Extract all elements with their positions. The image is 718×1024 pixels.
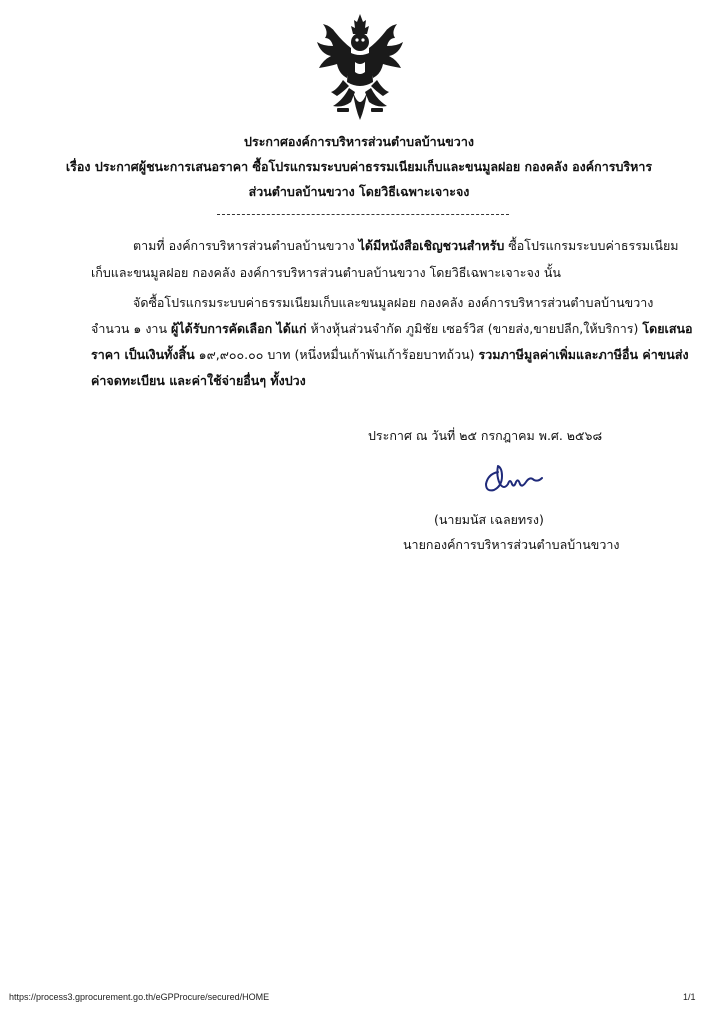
signatory-position: นายกองค์การบริหารส่วนตำบลบ้านขวาง — [403, 537, 620, 552]
p2-winner-label: ผู้ได้รับการคัดเลือก ได้แก่ — [171, 321, 307, 336]
p2-offer-label: โดยเสนอ — [642, 321, 693, 336]
p2-winner-name: ห้างหุ้นส่วนจำกัด ภูมิชัย เซอร์วิส (ขายส่ง,ขายปลีก,ให้บริการ) — [310, 321, 639, 336]
signatory-name: (นายมนัส เฉลยทรง) — [434, 512, 544, 527]
p1-text-c: ซื้อโปรแกรมระบบค่าธรรมเนียม — [508, 238, 679, 253]
paragraph-2-line-1: จัดซื้อโปรแกรมระบบค่าธรรมเนียมเก็บและขนมูลฝอย กองคลัง องค์การบริหารส่วนตำบลบ้านขวาง — [133, 295, 654, 310]
garuda-emblem-icon — [313, 12, 407, 124]
document-title: ประกาศองค์การบริหารส่วนตำบลบ้านขวาง — [244, 134, 474, 149]
footer-url[interactable]: https://process3.gprocurement.go.th/eGPProcure/secured/HOME — [9, 992, 270, 1002]
p2-price-label: ราคา เป็นเงินทั้งสิ้น — [91, 347, 195, 362]
announcement-date: ประกาศ ณ วันที่ ๒๕ กรกฎาคม พ.ศ. ๒๕๖๘ — [368, 428, 603, 443]
paragraph-1-line-1 — [133, 238, 679, 254]
p2-quantity: จำนวน ๑ งาน — [91, 321, 168, 336]
p2-price-amount: ๑๙,๙๐๐.๐๐ บาท (หนึ่งหมื่นเก้าพันเก้าร้อยบาทถ้วน) — [198, 347, 475, 362]
paragraph-2-line-2 — [91, 321, 693, 337]
page-number: 1/1 — [683, 992, 696, 1002]
subject-line-1: เรื่อง ประกาศผู้ชนะการเสนอราคา ซื้อโปรแกรมระบบค่าธรรมเนียมเก็บและขนมูลฝอย กองคลัง องค์การบริหาร — [65, 159, 653, 174]
paragraph-1-line-2: เก็บและขนมูลฝอย กองคลัง องค์การบริหารส่วนตำบลบ้านขวาง โดยวิธีเฉพาะเจาะจง นั้น — [91, 265, 561, 280]
signature-image — [480, 462, 544, 498]
divider — [217, 214, 509, 215]
p1-text-a: ตามที่ องค์การบริหารส่วนตำบลบ้านขวาง — [133, 238, 355, 253]
p1-text-b: ได้มีหนังสือเชิญชวนสำหรับ — [358, 238, 505, 253]
subject-line-2: ส่วนตำบลบ้านขวาง โดยวิธีเฉพาะเจาะจง — [248, 184, 470, 199]
paragraph-2-line-4: ค่าจดทะเบียน และค่าใช้จ่ายอื่นๆ ทั้งปวง — [91, 373, 306, 388]
paragraph-2-line-3 — [91, 347, 689, 363]
p2-price-inclusions: รวมภาษีมูลค่าเพิ่มและภาษีอื่น ค่าขนส่ง — [478, 347, 689, 362]
